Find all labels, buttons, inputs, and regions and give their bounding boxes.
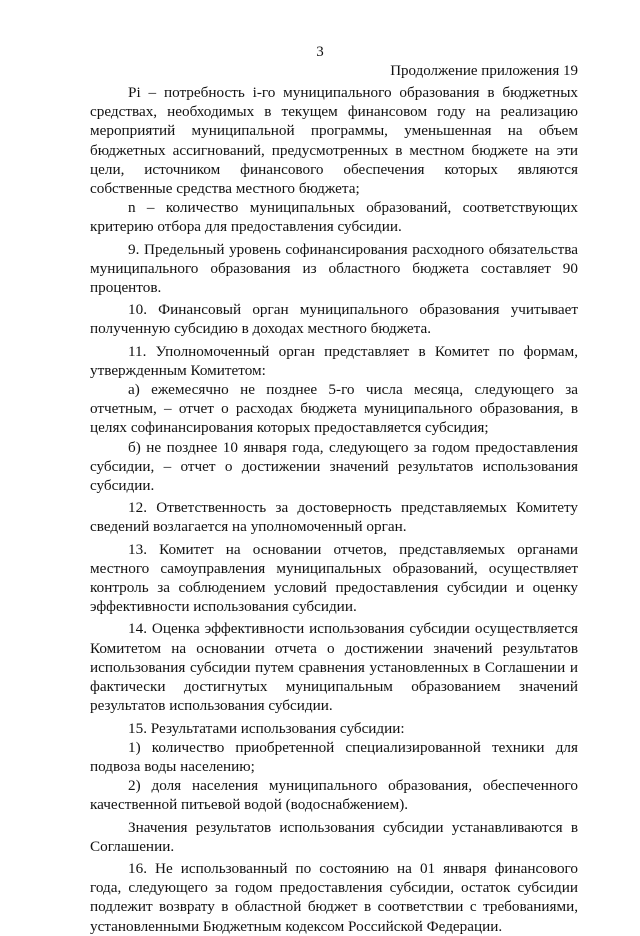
paragraph-13: 13. Комитет на основании отчетов, представляемых органами местного самоуправления муниципальных образований, осуществляет контроль за соблюдением условий предоставления субсидии и оценку эффективности использования субсидии. [90,540,578,616]
paragraph-10: 10. Финансовый орган муниципального образования учитывает полученную субсидию в доходах местного бюджета. [90,301,578,338]
paragraph-result-values: Значения результатов использования субсидии устанавливаются в Соглашении. [90,818,578,855]
paragraph-15: 15. Результатами использования субсидии: [128,719,405,737]
paragraph-pi-definition: Pi – потребность i-го муниципального образования в бюджетных средствах, необходимых в текущем финансовом году на реализацию мероприятий муниципальной программы, уменьшенная на объем бюджетных ассигнований, предусмотренных в местном бюджете на эти цели, источником финансового обеспечения которых являются собственные средства местного бюджета; [90,84,578,198]
paragraph-11a: а) ежемесячно не позднее 5-го числа месяца, следующего за отчетным, – отчет о расходах бюджета муниципального образования, в целях софинансирования которых предоставляется субсидия; [90,381,578,437]
paragraph-11b: б) не позднее 10 января года, следующего за годом предоставления субсидии, – отчет о достижении значений результатов использования субсидии. [90,438,578,495]
paragraph-15-1: 1) количество приобретенной специализированной техники для подвоза воды населению; [90,738,578,775]
paragraph-n-definition: n – количество муниципальных образований, соответствующих критерию отбора для предоставления субсидии. [90,199,578,236]
appendix-continuation-note: Продолжение приложения 19 [390,63,578,79]
paragraph-16: 16. Не использованный по состоянию на 01 января финансового года, следующего за годом предоставления субсидии, остаток субсидии подлежит возврату в областной бюджет в соответствии с требованиями, установленными Бюджетным кодексом Российской Федерации. [90,859,578,935]
document-body [90,83,578,936]
page-number: 3 [316,44,324,60]
paragraph-9: 9. Предельный уровень софинансирования расходного обязательства муниципального образования из областного бюджета составляет 90 процентов. [90,240,578,297]
paragraph-15-2: 2) доля населения муниципального образования, обеспеченного качественной питьевой водой (водоснабжением). [90,777,578,814]
paragraph-14: 14. Оценка эффективности использования субсидии осуществляется Комитетом на основании отчета о достижении значений результатов использования субсидии путем сравнения установленных в Соглашении и фактически достигнутых муниципальным образованием значений результатов использования субсидии. [90,620,578,715]
paragraph-12: 12. Ответственность за достоверность представляемых Комитету сведений возлагается на уполномоченный орган. [90,499,578,536]
paragraph-11: 11. Уполномоченный орган представляет в Комитет по формам, утвержденным Комитетом: [90,342,578,379]
